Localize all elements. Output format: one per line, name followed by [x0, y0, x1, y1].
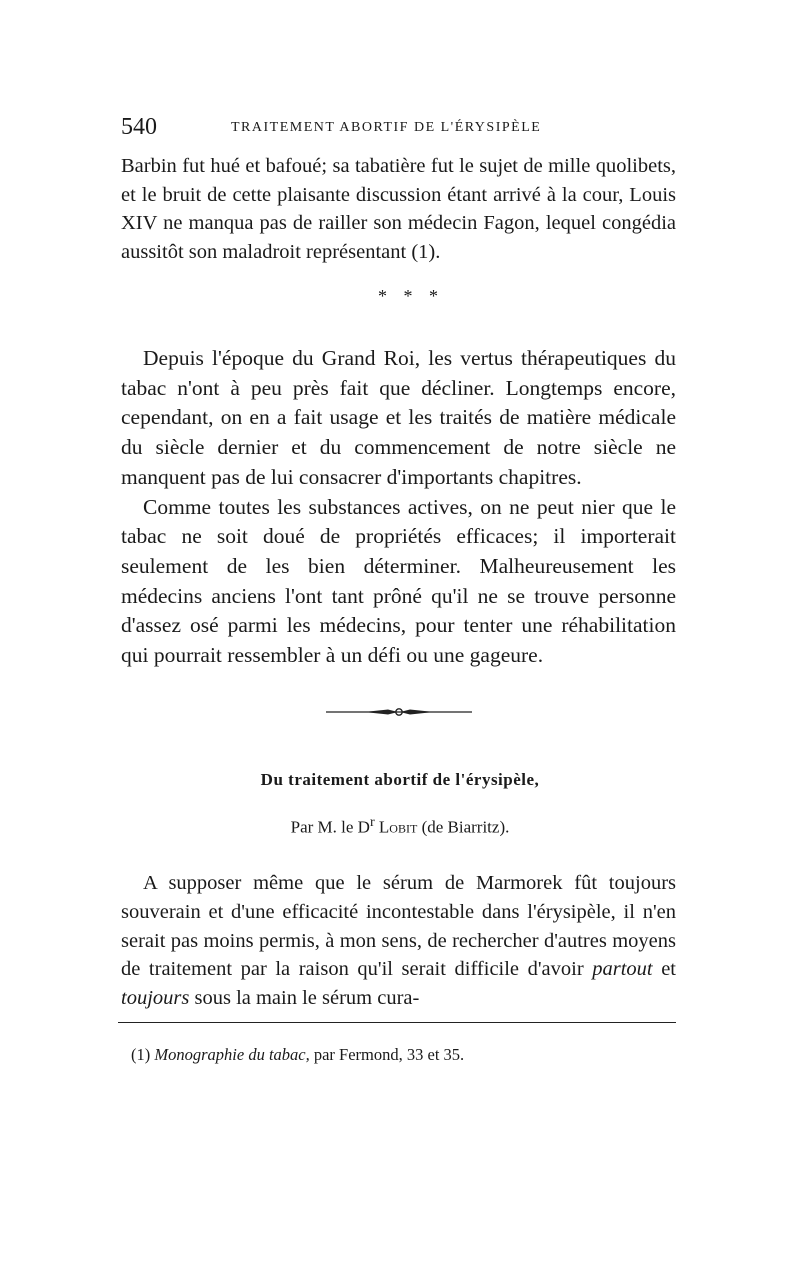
- section-body: [121, 344, 676, 671]
- footnote: [131, 1045, 464, 1065]
- footnote-title: Monographie du tabac,: [154, 1045, 310, 1064]
- paragraph-text-part: A supposer même que le sérum de Marmorek fût toujours souverain et d'une efficacité incontestable dans l'érysipèle, il n'en serait pas moins permis, à mon sens, de rechercher d'autres moyens de traitement par la raison qu'il serait difficile d'avoir: [121, 872, 676, 981]
- byline-place: (de Biarritz).: [421, 817, 510, 837]
- byline-author: Lobit: [378, 817, 418, 837]
- section-separator-stars: * * *: [378, 286, 444, 306]
- paragraph-text: Barbin fut hué et bafoué; sa tabatière fut le sujet de mille quolibets, et le bruit de cette plaisante discussion étant arrivé à la cour, Louis XIV ne manqua pas de railler son médecin Fagon, lequel congédia aussitôt son maladroit représentant (1).: [121, 155, 676, 263]
- paragraph-tobacco-properties: Comme toutes les substances actives, on ne peut nier que le tabac ne soit doué de propriétés efficaces; il importerait seulement de les bien déterminer. Malheureusement les médecins anciens l'ont tant prôné qu'il ne se trouve personne d'assez osé parmi les médecins, pour tenter une réhabilitation qui pourrait ressembler à un défi ou une gageure.: [121, 494, 676, 668]
- emphasis-toujours: toujours: [121, 987, 190, 1010]
- paragraph-tobacco-decline: Depuis l'époque du Grand Roi, les vertus thérapeutiques du tabac n'ont à peu près fait que décliner. Longtemps encore, cependant, on en a fait usage et les traités de matière médicale du siècle dernier et du commencement de notre siècle ne manquent pas de lui consacrer d'importants chapitres.: [121, 346, 676, 489]
- footnote-marker: (1): [131, 1045, 151, 1064]
- footnote-rest: par Fermond, 33 et 35.: [313, 1045, 465, 1064]
- article-title: Du traitement abortif de l'érysipèle,: [260, 770, 540, 789]
- byline-sup: r: [369, 814, 375, 830]
- running-title: TRAITEMENT ABORTIF DE L'ÉRYSIPÈLE: [231, 120, 542, 135]
- page-header: [121, 114, 673, 144]
- footnote-rule: [118, 1022, 676, 1023]
- paragraph-serum: [121, 869, 676, 1013]
- byline-prefix: Par M. le D: [290, 817, 370, 837]
- paragraph-continuation: [121, 152, 676, 266]
- article-body: [121, 869, 676, 1013]
- ornamental-divider: [326, 706, 472, 718]
- page-number: 540: [121, 114, 157, 140]
- paragraph-text-part: et: [652, 958, 676, 981]
- emphasis-partout: partout: [592, 958, 653, 981]
- article-byline: [0, 814, 800, 838]
- paragraph-text-part: sous la main le sérum cura-: [189, 987, 420, 1010]
